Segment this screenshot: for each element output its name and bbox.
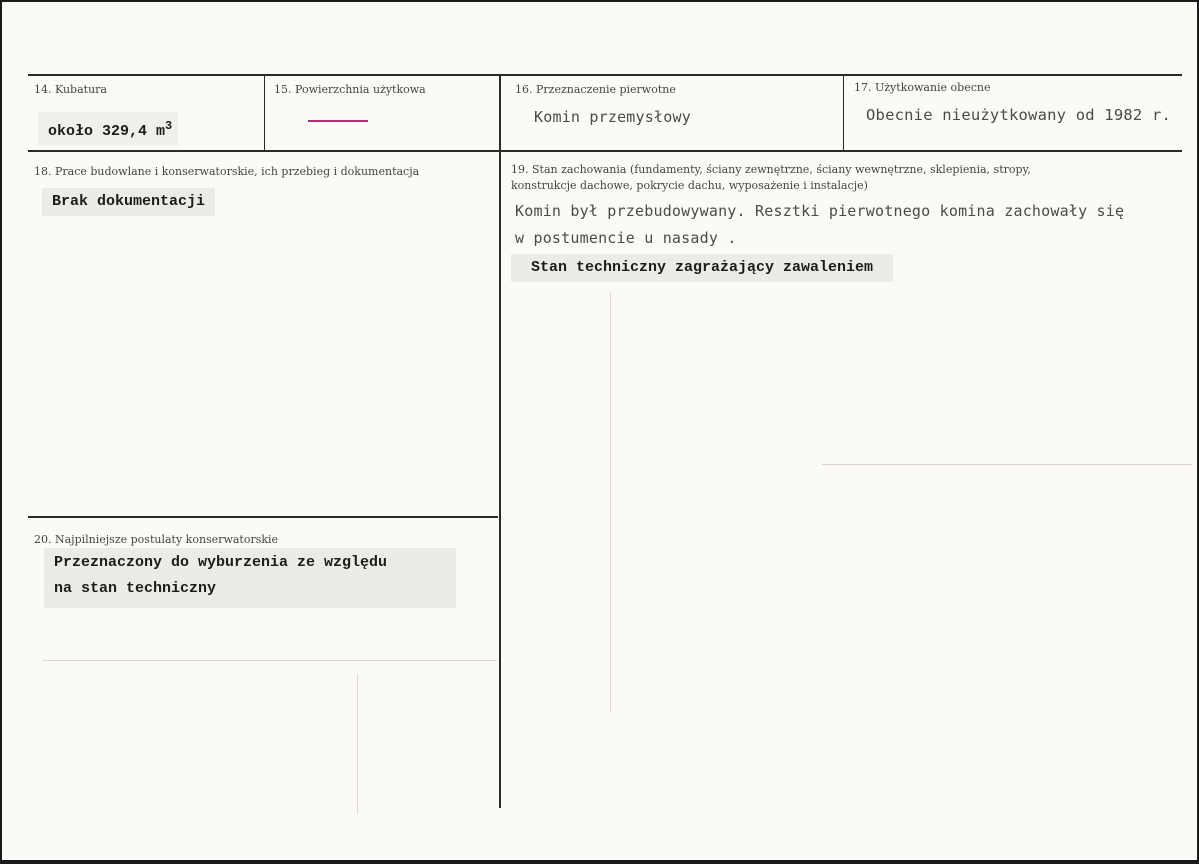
col-divider	[843, 76, 844, 150]
postulaty-strip	[44, 548, 456, 608]
postulaty-label: 20. Najpilniejsze postulaty konserwatorskie	[34, 533, 279, 546]
uzytkowanie-value: Obecnie nieużytkowany od 1982 r.	[866, 106, 1172, 124]
postulaty-line1: Przeznaczony do wyburzenia ze względu	[54, 554, 388, 571]
kubatura-label: 14. Kubatura	[34, 83, 107, 96]
kubatura-value: około 329,4 $m^3$	[38, 112, 178, 146]
row-divider	[28, 150, 1182, 152]
section-divider	[28, 516, 498, 518]
empty-value-dash	[308, 120, 368, 122]
record-card	[2, 2, 1197, 860]
faint-mark	[357, 674, 358, 814]
faint-mark	[610, 292, 611, 712]
faint-mark	[42, 660, 497, 661]
center-divider	[499, 76, 501, 808]
uzytkowanie-label: 17. Użytkowanie obecne	[854, 81, 991, 94]
przeznaczenie-value: Komin przemysłowy	[534, 108, 691, 126]
postulaty-line2: na stan techniczny	[54, 580, 217, 597]
stan-strip: Stan techniczny zagrażający zawaleniem	[511, 254, 893, 282]
przeznaczenie-label: 16. Przeznaczenie pierwotne	[515, 83, 676, 96]
powierzchnia-label: 15. Powierzchnia użytkowa	[274, 83, 426, 96]
prace-value: Brak dokumentacji	[42, 188, 215, 216]
top-border	[28, 74, 1182, 76]
col-divider	[264, 76, 265, 150]
prace-label: 18. Prace budowlane i konserwatorskie, ich przebieg i dokumentacja	[34, 165, 420, 178]
stan-label-line2: konstrukcje dachowe, pokrycie dachu, wyposażenie i instalacje)	[511, 179, 868, 192]
stan-text-line1: Komin był przebudowywany. Resztki pierwotnego komina zachowały się	[515, 202, 1125, 220]
stan-text-line2: w postumencie u nasady .	[515, 229, 737, 247]
stan-label-line1: 19. Stan zachowania (fundamenty, ściany zewnętrzne, ściany wewnętrzne, sklepienia, stropy,	[511, 163, 1031, 176]
faint-mark	[822, 464, 1192, 465]
